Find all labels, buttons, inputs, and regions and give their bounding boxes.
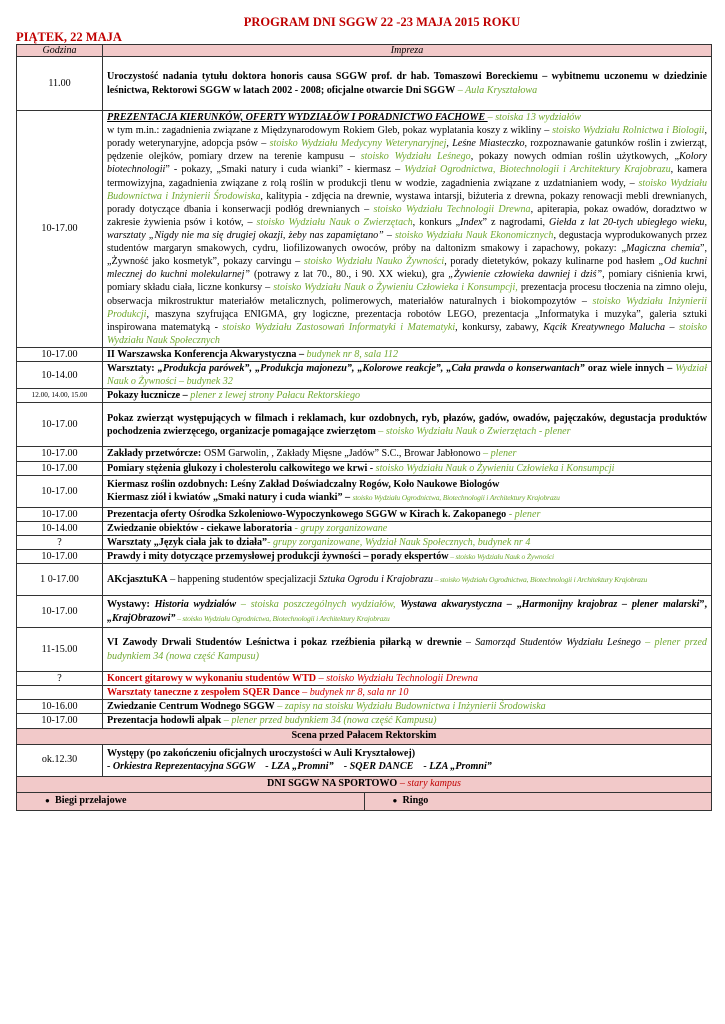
event-text: Wystawy:	[107, 599, 155, 611]
row-time: 10-17.00	[17, 447, 103, 461]
event-text: w tym m.in.: zagadnienia związane z Międzynarodowym Rokiem Gleb, pokaz wyplatania koszy z wikliny –	[107, 125, 553, 137]
event-location: - grupy zorganizowane, Wydział Nauk Społecznych, budynek nr 4	[267, 536, 531, 548]
event-text: Harmonijny krajobraz – plener malarski	[521, 599, 700, 611]
event-location: – stoiska 13 wydziałów	[487, 112, 582, 123]
event-text: – „	[502, 599, 522, 611]
event-text: Kiermasz roślin ozdobnych: Leśny Zakład Doświadczalny Rogów, Koło Naukowe Biologów	[107, 479, 500, 491]
day-heading: PIĄTEK, 22 MAJA	[16, 30, 122, 44]
event-text: ”,	[699, 599, 707, 611]
row-event	[103, 535, 712, 549]
event-text: Warsztaty „Język ciała jak to działa”	[107, 536, 268, 548]
event-location: stoisko Wydziału Budownictwa i Inżynierii Środowiska	[107, 177, 707, 202]
event-text: Pokazy łucznicze –	[107, 390, 191, 402]
event-text: „KrajObrazowi”	[107, 612, 176, 624]
sport-cell	[17, 792, 712, 810]
event-location: - plener	[506, 508, 541, 520]
sport-item	[364, 793, 711, 810]
event-location: Wydział Ogrodnictwa, Biotechnologii i Architektury Krajobrazu	[404, 164, 671, 176]
bullet-icon: ●	[45, 796, 50, 806]
table-row	[17, 507, 712, 521]
event-text: Prezentacja oferty Ośrodka Szkoleniowo-Wypoczynkowego SGGW w Kirach k. Zakopanego	[107, 508, 507, 520]
table-row	[17, 628, 712, 672]
table-row	[17, 686, 712, 700]
event-text: –	[665, 321, 679, 333]
table-header-row	[17, 45, 712, 57]
event-text: „Od kuchni mlecznej do kuchni molekularnej”	[107, 256, 708, 281]
row-event	[103, 447, 712, 461]
sport-item-label: Ringo	[402, 795, 429, 807]
event-location: stoisko Wydziału Inżynierii Produkcji	[107, 295, 707, 320]
row-time: 10-17.00	[17, 461, 103, 475]
row-event	[103, 461, 712, 475]
row-time: 10-14.00	[17, 362, 103, 389]
row-event	[103, 714, 712, 728]
table-row	[17, 596, 712, 628]
event-text: ”, „Żywność jako kosmetyk”, pokazy carvingu –	[107, 243, 707, 268]
event-text: Historia wydziałów	[154, 599, 237, 611]
table-row	[17, 535, 712, 549]
row-event	[103, 549, 712, 563]
row-time: 10-17.00	[17, 549, 103, 563]
event-text: Zwiedzanie obiektów - ciekawe laboratoria	[107, 522, 293, 534]
event-location: stoisko Wydziału Nauko Żywności	[303, 256, 445, 268]
event-text: Prezentacja hodowli alpak	[107, 715, 222, 727]
row-time: 10-14.00	[17, 521, 103, 535]
header-event: Impreza	[103, 45, 712, 57]
bullet-icon: ●	[392, 796, 398, 806]
row-time: 10-17.00	[17, 111, 103, 348]
row-time	[17, 686, 103, 700]
event-text: – happening studentów specjalizacji	[167, 574, 319, 585]
event-location: – plener przed budynkiem 34 (nowa część Kampusu)	[107, 637, 707, 662]
row-event	[103, 744, 712, 776]
row-time: 1 0-17.00	[17, 564, 103, 596]
row-event	[103, 521, 712, 535]
event-text: , porady weterynaryjne, adopcja psów –	[107, 125, 708, 150]
event-location: plener z lewej strony Pałacu Rektorskiego	[190, 390, 361, 402]
event-location: stoisko Wydziału Nauk o Zwierzętach	[256, 216, 413, 228]
event-location: stoisko Wydziału Nauk Społecznych	[107, 321, 708, 346]
event-text: , kamera termowizyjna, zagadnienia związane z rolą roślin w produkcji tlenu w wodzie, zagadnienia związane z uzdatnianiem wody, –	[107, 164, 708, 189]
event-text: –	[461, 637, 476, 649]
event-location: stoisko Wydziału Rolnictwa i Biologii	[552, 125, 705, 137]
table-row	[17, 403, 712, 447]
event-location: stoisko Wydziału Zastosowań Informatyki i Matematyki	[222, 321, 456, 333]
event-location: stoisko Wydziału Medycyny Weterynaryjnej	[269, 138, 447, 150]
event-location: – stoisko Wydziału Ogrodnictwa, Biotechnologii i Architektury Krajobrazu	[175, 613, 390, 623]
event-text: Prawdy i mity dotyczące przemysłowej produkcji żywności – porady ekspertów	[107, 550, 449, 562]
table-row	[17, 672, 712, 686]
table-row	[17, 700, 712, 714]
sport-item	[17, 793, 364, 810]
table-row	[17, 564, 712, 596]
event-text: Kolory biotechnologii	[107, 151, 707, 176]
event-text: Warsztaty taneczne z zespołem SQER Dance	[107, 687, 300, 699]
event-text: Warsztaty:	[107, 363, 158, 375]
event-text: , pomiary ciśnienia krwi, pomiary składu ciała, liczne konkursy –	[107, 269, 707, 294]
row-event	[103, 475, 712, 507]
section-sublabel: – stary kampus	[397, 778, 461, 790]
row-time: 10-17.00	[17, 403, 103, 447]
event-location: budynek nr 8, sala 112	[306, 348, 399, 360]
row-time: 10-17.00	[17, 475, 103, 507]
section-row	[17, 728, 712, 744]
section-title: Scena przed Pałacem Rektorskim	[17, 728, 712, 744]
event-location: – plener przed budynkiem 34 (nowa część Kampusu)	[221, 715, 437, 727]
row-event	[103, 507, 712, 521]
row-event	[103, 686, 712, 700]
header-time: Godzina	[17, 45, 103, 57]
row-time: ok.12.30	[17, 744, 103, 776]
event-text: Magiczna chemia	[626, 243, 700, 255]
event-location: – stoisko Wydziału Technologii Drewna	[316, 673, 478, 685]
event-text: Zwiedzanie Centrum Wodnego SGGW	[107, 701, 275, 713]
event-text: Występy (po zakończeniu oficjalnych uroczystości w Auli Kryształowej)	[107, 747, 416, 759]
event-text: Giełda z lat 20-tych ubiegłego wieku, warsztaty „Nigdy nie ma się drugiej okazji, żeby nas zapamiętano” –	[107, 216, 708, 241]
event-text: ” z nagrodami,	[482, 216, 550, 228]
event-text: VI Zawody Drwali Studentów Leśnictwa i pokaz rzeźbienia piłarką w drewnie	[107, 637, 462, 649]
event-text: Kiermasz ziół i kwiatów „Smaki natury i cuda wianki” –	[107, 492, 353, 504]
row-event	[103, 403, 712, 447]
event-text: , kalitypia - zdjęcia na drewnie, wystawa intarsji, biżuteria z drewna, pokazy renowacji mebli drewnianych, porady dotyczące dbania i konserwacji podłóg drewnianych –	[107, 190, 708, 215]
row-event	[103, 672, 712, 686]
event-location: stoisko Wydziału Nauk o Żywieniu Człowieka i Konsumpcji,	[273, 282, 518, 294]
event-text: Samorząd Studentów Wydziału Leśnego	[475, 637, 641, 649]
row-event	[103, 628, 712, 672]
event-text: , porady dietetyków, pokazy kulinarne pod hasłem	[444, 256, 659, 268]
event-text: AKcjasztuKA	[107, 574, 168, 585]
sport-row	[17, 792, 712, 810]
sport-item-label: Biegi przełajowe	[55, 795, 127, 807]
event-text: Zakłady przetwórcze:	[107, 448, 204, 460]
event-text: , degustacja wyprodukowanych przez studentów margaryn smakowych, cydru, liofilizowanych owoców, próby na daltonizm smakowy i zapachowy, pokazy: „	[107, 229, 707, 255]
event-location: stoisko Wydziału Technologii Drewna	[373, 203, 531, 215]
event-location: Wydział Nauk o Żywności – budynek 32	[107, 363, 707, 388]
section-label: DNI SGGW NA SPORTOWO	[267, 778, 398, 790]
event-text: Kącik Kreatywnego Malucha	[543, 321, 665, 333]
row-time: 10-17.00	[17, 596, 103, 628]
row-event	[103, 362, 712, 389]
table-row	[17, 475, 712, 507]
row-time: 11-15.00	[17, 628, 103, 672]
event-text: Wystawa akwarystyczna	[400, 599, 503, 611]
event-text: Pomiary stężenia glukozy i cholesterolu całkowitego we krwi -	[107, 462, 376, 474]
event-location: – stoisko Wydziału Nauk o Zwierzętach - plener	[375, 425, 571, 437]
event-text: ,	[446, 138, 453, 150]
event-location: – plener	[480, 448, 517, 460]
table-row	[17, 111, 712, 348]
row-time: 10-17.00	[17, 714, 103, 728]
event-location: stoisko Wydziału Leśnego	[360, 151, 471, 163]
row-time: 12.00, 14.00, 15.00	[17, 389, 103, 403]
table-row	[17, 57, 712, 111]
table-row	[17, 521, 712, 535]
table-row	[17, 714, 712, 728]
event-heading: PREZENTACJA KIERUNKÓW, OFERTY WYDZIAŁÓW I PORADNICTWO FACHOWE	[107, 112, 488, 123]
table-row	[17, 347, 712, 361]
event-text: Uroczystość nadania tytułu doktora honoris causa SGGW prof. dr hab. Tomaszowi Boreckiemu – wybitnemu uczonemu w dziedzinie leśnictwa, Rektorowi SGGW w latach 2002 - 2008; oficjalne otwarcie Dni SGGW	[107, 71, 707, 96]
table-row	[17, 461, 712, 475]
event-text: „Żywienie człowieka dawniej i dziś”	[448, 269, 603, 281]
row-event	[103, 389, 712, 403]
row-event	[103, 347, 712, 361]
sport-table	[17, 793, 711, 810]
row-event	[103, 564, 712, 596]
event-location: stoisko Wydziału Nauk o Żywieniu Człowieka i Konsumpcji	[375, 462, 615, 474]
section-row	[17, 776, 712, 792]
table-row	[17, 389, 712, 403]
event-location: – stoiska poszczególnych wydziałów,	[236, 599, 401, 611]
event-text: , maszyna szyfrująca ENIGMA, gry logiczne, prezentacja robotów LEGO, prezentacja „Informatyka i muzyka”, galeria sztuki inspirowana matematyką -	[107, 308, 707, 333]
event-location: - grupy zorganizowane	[292, 522, 388, 534]
sport-items	[17, 793, 711, 810]
program-table	[16, 44, 712, 811]
table-row	[17, 362, 712, 389]
section-title	[17, 776, 712, 792]
row-event	[103, 111, 712, 348]
event-text: ” - pokazy, „Smaki natury i cuda wianki” - kiermasz –	[165, 164, 405, 176]
event-text: Index	[460, 216, 483, 228]
event-location: – stoisko Wydziału Ogrodnictwa, Biotechnologii i Architektury Krajobrazu	[432, 575, 648, 584]
event-text: , konkurs „	[412, 216, 461, 228]
event-text: - Orkiestra Reprezentacyjna SGGW - LZA „Promni” - SQER DANCE - LZA „Promni”	[107, 761, 492, 772]
event-location: stoisko Wydziału Ogrodnictwa, Biotechnologii i Architektury Krajobrazu	[352, 493, 560, 503]
event-text: (potrawy z lat 70., 80., i 90. XX wieku), gra	[250, 269, 449, 281]
table-row	[17, 549, 712, 563]
event-text: „Produkcja parówek”, „Produkcja majonezu”, „Kolorowe reakcje”, „Cała prawda o konserwantach”	[157, 363, 585, 375]
event-text: , apiterapia, pokaz owadów, doradztwo w zakresie żywienia psów i kotów, –	[107, 203, 707, 228]
event-text: Leśne Miasteczko	[452, 138, 525, 150]
event-text: oraz wiele innych –	[584, 363, 676, 375]
row-time: 10-17.00	[17, 507, 103, 521]
event-text: OSM Garwolin, , Zakłady Mięsne „Jadów” S.C., Browar Jabłonowo	[203, 448, 481, 460]
row-time: 11.00	[17, 57, 103, 111]
event-text: , rozpoznawanie gatunków roślin i zwierząt, pędzenie olejków, pomiary drzew na terenie kampusu –	[107, 138, 708, 163]
table-row	[17, 744, 712, 776]
event-text: Koncert gitarowy w wykonaniu studentów WTD	[107, 673, 317, 685]
event-text: , konkursy, zabawy,	[455, 321, 544, 333]
event-text: prezentacja procesu tłoczenia na zimno oleju, obserwacja mikrostruktur materiałów metalicznych, polimerowych, materiałów naturalnych i biokompozytów –	[107, 282, 707, 307]
event-text: II Warszawska Konferencja Akwarystyczna –	[107, 348, 307, 360]
event-text: Pokaz zwierząt występujących w filmach i reklamach, kur ozdobnych, ryb, płazów, gadów, owadów, pajęczaków, degustacja produktów pochodzenia zwierzęcego, organizacje pomagające zwierzętom	[107, 412, 707, 437]
event-location: – budynek nr 8, sala nr 10	[299, 687, 409, 699]
event-location: – stoisko Wydziału Nauk o Żywności	[448, 551, 554, 561]
event-location: – zapisy na stoisku Wydziału Budownictwa i Inżynierii Środowiska	[274, 701, 546, 713]
row-event	[103, 596, 712, 628]
event-text: , pokazy nowych odmian roślin użytkowych, „	[470, 151, 679, 163]
row-event	[103, 57, 712, 111]
row-time: ?	[17, 535, 103, 549]
event-text: Sztuka Ogrodu i Krajobrazu	[318, 574, 433, 585]
table-row	[17, 447, 712, 461]
event-location: stoisko Wydziału Nauk Ekonomicznych	[394, 229, 554, 241]
page-title: PROGRAM DNI SGGW 22 -23 MAJA 2015 ROKU	[243, 15, 521, 29]
row-time: ?	[17, 672, 103, 686]
event-location: – Aula Kryształowa	[455, 84, 538, 96]
row-event	[103, 700, 712, 714]
row-time: 10-16.00	[17, 700, 103, 714]
row-time: 10-17.00	[17, 347, 103, 361]
